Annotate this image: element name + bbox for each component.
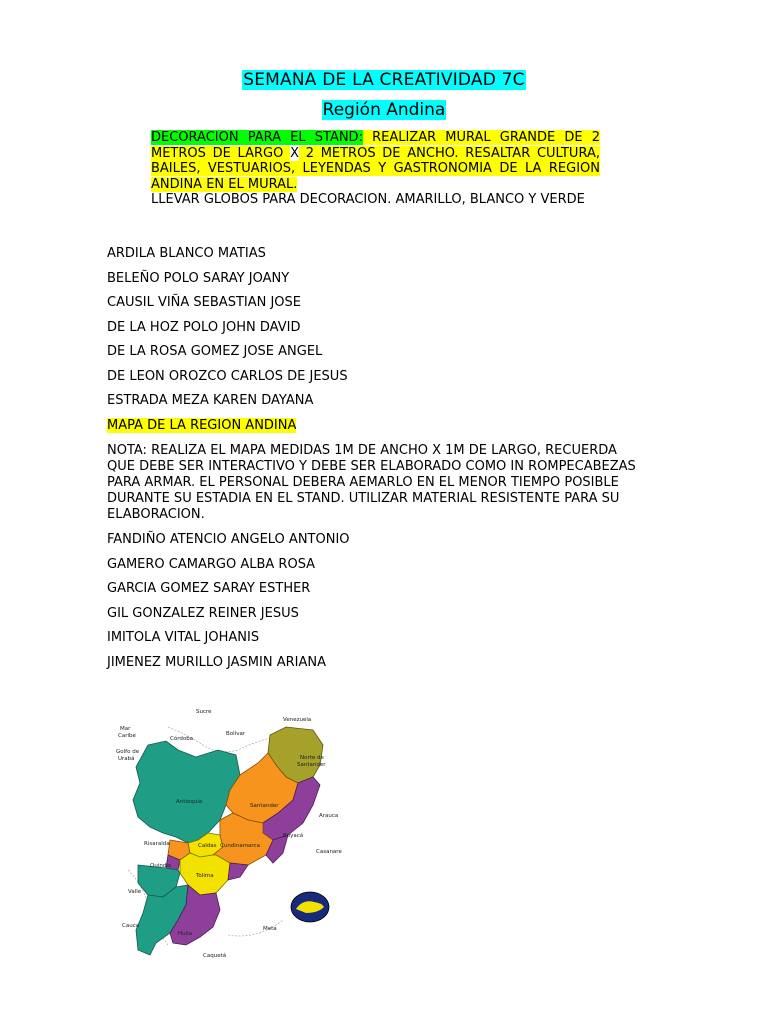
map-label: Boyacá — [283, 833, 304, 839]
map-label: Venezuela — [283, 717, 312, 723]
stand-text-1: REALIZAR MURAL GRANDE DE 2 METROS DE LARGO — [151, 130, 601, 161]
subtitle-block — [0, 100, 768, 120]
map-label: Urabá — [118, 756, 135, 762]
list-item: DE LA ROSA GOMEZ JOSE ANGEL — [107, 344, 323, 359]
map-label: Bolívar — [226, 731, 246, 737]
map-label: Córdoba — [170, 736, 194, 742]
student-list-1 — [107, 246, 667, 418]
map-label: Santander — [250, 803, 279, 809]
map-label: Caquetá — [203, 953, 227, 959]
map-label: Casanare — [316, 849, 342, 855]
map-label: Huila — [178, 931, 193, 937]
list-item: DE LA HOZ POLO JOHN DAVID — [107, 319, 301, 335]
list-item: CAUSIL VIÑA SEBASTIAN JOSE — [107, 295, 302, 310]
map-label: Mar — [120, 726, 131, 732]
stand-text-2: 2 METROS DE ANCHO. RESALTAR CULTURA, BAILES, VESTUARIOS, LEYENDAS Y — [151, 145, 600, 176]
list-item: FANDIÑO ATENCIO ANGELO ANTONIO — [107, 532, 350, 547]
map-label: Sucre — [196, 709, 212, 715]
map-label: Cundinamarca — [220, 843, 260, 849]
stand-instructions — [151, 130, 600, 208]
map-label: Santander — [297, 762, 326, 768]
student-list-2 — [107, 532, 667, 679]
map-label: Caribe — [118, 733, 136, 739]
stand-label: DECORACION PARA EL STAND: — [151, 130, 363, 145]
list-item: GAMERO CAMARGO ALBA ROSA — [107, 556, 316, 572]
map-label: Golfo de — [116, 749, 140, 755]
map-label: Valle — [128, 889, 142, 895]
list-item: ESTRADA MEZA KAREN DAYANA — [107, 393, 314, 408]
map-label: Caldas — [198, 843, 217, 849]
map-label: Quindío — [150, 863, 172, 869]
map-label: Cauca — [122, 923, 140, 929]
map-note: NOTA: REALIZA EL MAPA MEDIDAS 1M DE ANCHO X 1M DE LARGO, RECUERDA QUE DEBE SER INTERACTIVO Y DEBE SER ELABORADO COMO IN ROMPECABEZAS PARA ARMAR. EL PERSONAL DEBERA AEMARLO EN EL MENOR TIEMPO POSIBLE DURANTE SU ESTADIA EN EL STAND. UTILIZAR MATERIAL RESISTENTE PARA SU ELABORACION. — [107, 443, 636, 522]
list-item: IMITOLA VITAL JOHANIS — [107, 630, 260, 645]
map-label: Antioquia — [176, 799, 203, 805]
list-item: GARCIA GOMEZ SARAY ESTHER — [107, 581, 311, 596]
tolima-east-region — [228, 863, 248, 880]
list-item: GIL GONZALEZ REINER JESUS — [107, 605, 299, 621]
document-title: SEMANA DE LA CREATIVIDAD 7C — [243, 70, 525, 90]
andean-region-map — [108, 705, 358, 970]
map-label: Risaralda — [144, 841, 170, 847]
list-item: ARDILA BLANCO MATIAS — [107, 246, 266, 261]
document-subtitle: Región Andina — [322, 100, 446, 120]
map-label: Norte de — [300, 755, 324, 761]
map-label: Meta — [263, 926, 277, 932]
map-heading: MAPA DE LA REGION ANDINA — [107, 418, 297, 433]
list-item: DE LEON OROZCO CARLOS DE JESUS — [107, 368, 348, 384]
list-item: BELEÑO POLO SARAY JOANY — [107, 270, 290, 286]
map-heading-block — [107, 418, 296, 434]
list-item: JIMENEZ MURILLO JASMIN ARIANA — [107, 654, 326, 670]
stand-text-x: X — [290, 145, 299, 161]
stand-text-3: GASTRONOMIA DE LA REGION ANDINA EN EL MURAL. — [151, 161, 600, 192]
title-block — [0, 70, 768, 90]
map-label: Arauca — [319, 813, 339, 819]
map-label: Tolima — [196, 873, 214, 879]
balloons-text: LLEVAR GLOBOS PARA DECORACION. AMARILLO, BLANCO Y VERDE — [151, 192, 585, 207]
